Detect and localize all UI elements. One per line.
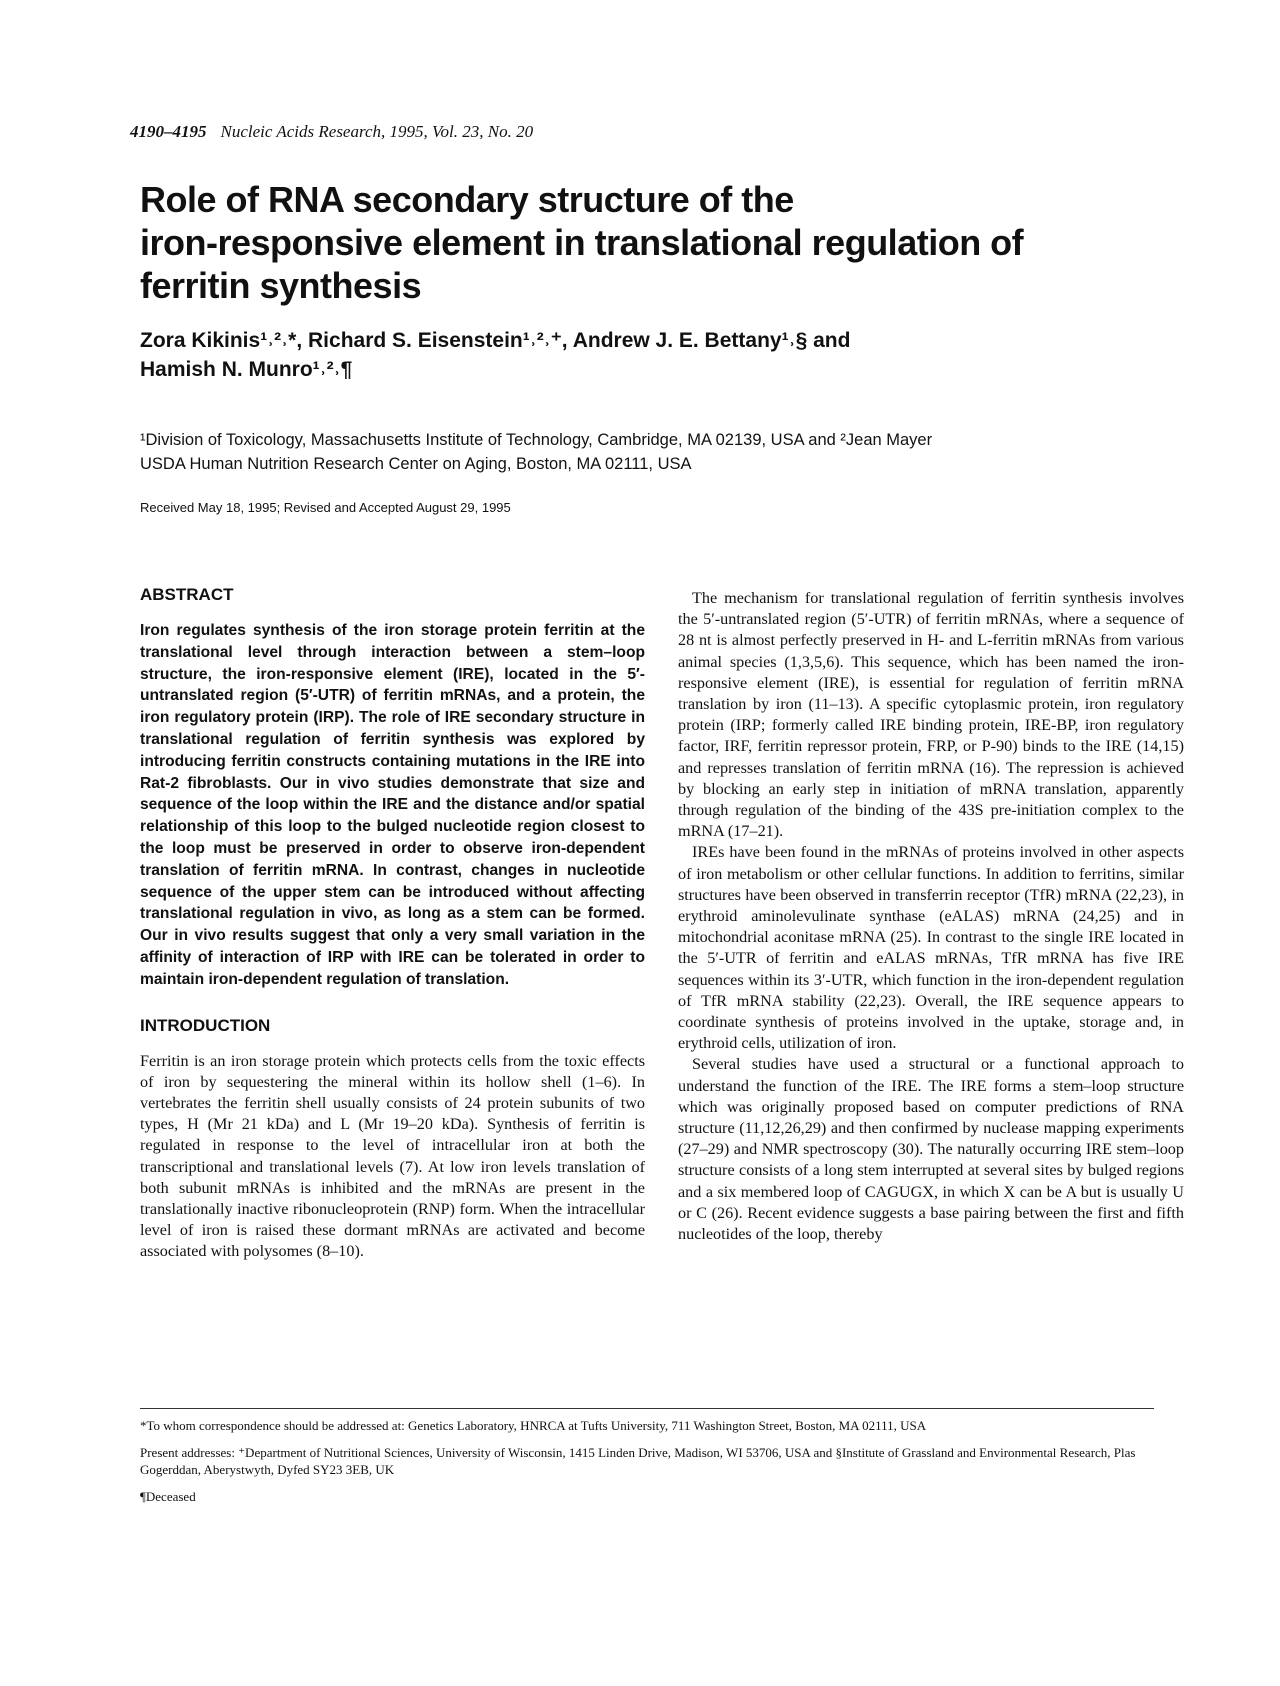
title-line: Role of RNA secondary structure of the (140, 179, 794, 220)
page-range: 4190–4195 (130, 122, 207, 141)
author-line: Zora Kikinis¹˒²˒*, Richard S. Eisenstein¹˒²˒⁺, Andrew J. E. Bettany¹˒§ and (140, 329, 851, 352)
body-paragraph: Several studies have used a structural or a functional approach to understand the function of the IRE. The IRE forms a stem–loop structure which was originally proposed based on computer predictions of RNA structure (11,12,26,29) and then confirmed by nuclease mapping experiments (27–29) and NMR spectroscopy (30). The naturally occurring IRE stem–loop structure consists of a long stem interrupted at several sites by bulged regions and a six membered loop of CAGUGX, in which X can be A but is usually U or C (26). Recent evidence suggests a base pairing between the first and fifth nucleotides of the loop, thereby (678, 1055, 1184, 1244)
present-addresses-footnote: Present addresses: ⁺Department of Nutritional Sciences, University of Wisconsin, 1415 Linden Drive, Madison, WI 53706, USA and §Institute of Grassland and Environmental Research, Plas Gogerddan, Aberystwyth, Dyfed SY23 3EB, UK (140, 1445, 1136, 1477)
body-paragraph: The mechanism for translational regulation of ferritin synthesis involves the 5′-untranslated region (5′-UTR) of ferritin mRNAs, where a sequence of 28 nt is almost perfectly preserved in H- and L-ferritin mRNAs from various animal species (1,3,5,6). This sequence, which has been named the iron-responsive element (IRE), is essential for regulation of ferritin mRNA translation by iron (11–13). A specific cytoplasmic protein, iron regulatory protein (IRP; formerly called IRE binding protein, IRE-BP, iron regulatory factor, IRF, ferritin repressor protein, FRP, or P-90) binds to the IRE (14,15) and represses translation of ferritin mRNA (16). The repression is achieved by blocking an early step in initiation of mRNA translation, apparently through regulation of the binding of the 43S pre-initiation complex to the mRNA (17–21). (678, 589, 1184, 841)
correspondence-footnote: *To whom correspondence should be addressed at: Genetics Laboratory, HNRCA at Tufts University, 711 Washington Street, Boston, MA 02111, USA (140, 1418, 927, 1433)
received-dates: Received May 18, 1995; Revised and Accepted August 29, 1995 (140, 500, 511, 515)
author-list (140, 326, 1140, 384)
journal-citation: Nucleic Acids Research, 1995, Vol. 23, No. 20 (220, 122, 534, 141)
introduction-heading: INTRODUCTION (140, 1015, 271, 1035)
affiliations (140, 428, 1140, 476)
title-line: iron-responsive element in translational regulation of (140, 222, 1024, 263)
deceased-footnote: ¶Deceased (140, 1489, 196, 1504)
intro-paragraph: Ferritin is an iron storage protein which protects cells from the toxic effects of iron by sequestering the mineral within its hollow shell (1–6). In vertebrates the ferritin shell usually consists of 24 protein subunits of two types, H (Mr 21 kDa) and L (Mr 19–20 kDa). Synthesis of ferritin is regulated in response to the level of intracellular iron at both the transcriptional and translational levels (7). At low iron levels translation of both subunit mRNAs is inhibited and the mRNAs are present in the translationally inactive ribonucleoprotein (RNP) form. When the intracellular level of iron is raised these dormant mRNAs are activated and become associated with polysomes (8–10). (140, 1051, 645, 1261)
right-column (678, 588, 1184, 1245)
affiliation-line: ¹Division of Toxicology, Massachusetts Institute of Technology, Cambridge, MA 02139, USA and ²Jean Mayer (140, 431, 933, 449)
title-line: ferritin synthesis (140, 265, 422, 306)
running-header (130, 122, 533, 142)
author-line: Hamish N. Munro¹˒²˒¶ (140, 358, 353, 381)
footnote-divider (140, 1408, 1154, 1409)
body-paragraph: IREs have been found in the mRNAs of proteins involved in other aspects of iron metabolism or other cellular functions. In addition to ferritins, similar structures have been observed in transferrin receptor (TfR) mRNA (22,23), in erythroid aminolevulinate synthase (eALAS) mRNA (24,25) and in mitochondrial aconitase mRNA (25). In contrast to the single IRE located in the 5′-UTR of ferritin and eALAS mRNAs, TfR mRNA has five IRE sequences within its 3′-UTR, which function in the iron-dependent regulation of TfR mRNA stability (22,23). Overall, the IRE sequence appears to coordinate synthesis of proteins involved in the uptake, storage and, in erythroid cells, utilization of iron. (678, 843, 1184, 1053)
footnotes (140, 1408, 1154, 1515)
paper-title (140, 178, 1140, 307)
affiliation-line: USDA Human Nutrition Research Center on Aging, Boston, MA 02111, USA (140, 455, 692, 473)
left-column (140, 584, 645, 1263)
abstract-heading: ABSTRACT (140, 585, 234, 604)
abstract-text: Iron regulates synthesis of the iron storage protein ferritin at the translational level through interaction between a stem–loop structure, the iron-responsive element (IRE), located in the 5′-untranslated region (5′-UTR) of ferritin mRNAs, and a protein, the iron regulatory protein (IRP). The role of IRE secondary structure in translational regulation of ferritin synthesis was explored by introducing ferritin constructs containing mutations in the IRE into Rat-2 fibroblasts. Our in vivo studies demonstrate that size and sequence of the loop within the IRE and the distance and/or spatial relationship of this loop to the bulged nucleotide region closest to the loop must be preserved in order to observe iron-dependent translation of ferritin mRNA. In contrast, changes in nucleotide sequence of the upper stem can be introduced without affecting translational regulation in vivo, as long as a stem can be formed. Our in vivo results suggest that only a very small variation in the affinity of interaction of IRP with IRE can be tolerated in order to maintain iron-dependent regulation of translation. (140, 622, 645, 988)
